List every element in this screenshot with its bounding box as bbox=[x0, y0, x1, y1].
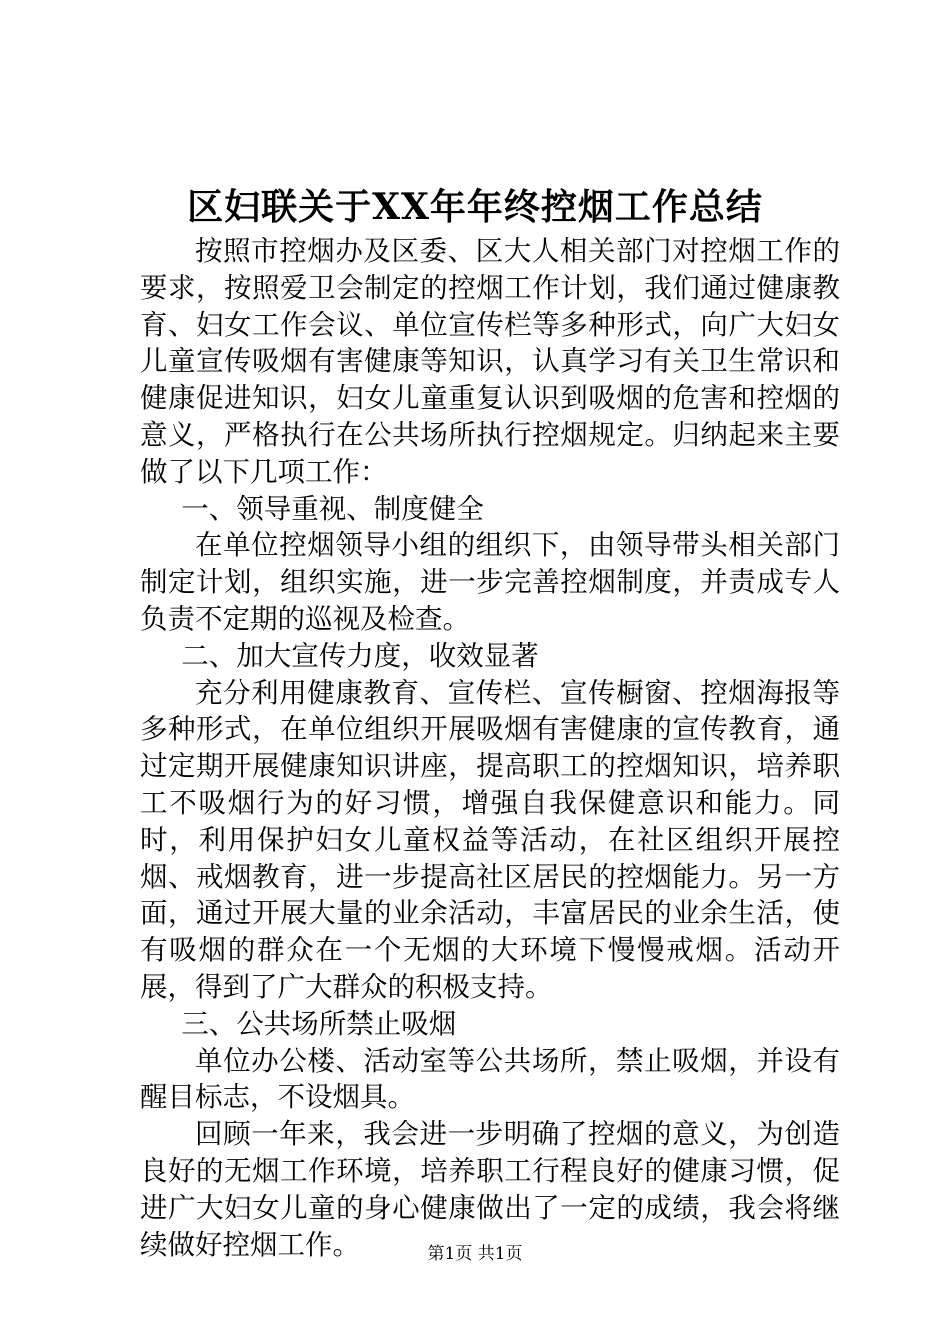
section-body-3: 单位办公楼、活动室等公共场所，禁止吸烟，并设有醒目标志，不设烟具。 bbox=[140, 1044, 840, 1114]
section-body-1: 在单位控烟领导小组的组织下，由领导带头相关部门制定计划，组织实施，进一步完善控烟制度，并责成专人负责不定期的巡视及检查。 bbox=[140, 529, 840, 635]
section-heading-1: 一、领导重视、制度健全 bbox=[181, 492, 484, 525]
section-heading-2: 二、加大宣传力度，收效显著 bbox=[181, 639, 539, 672]
section-body-2: 充分利用健康教育、宣传栏、宣传橱窗、控烟海报等多种形式，在单位组织开展吸烟有害健康的宣传教育，通过定期开展健康知识讲座，提高职工的控烟知识，培养职工不吸烟行为的好习惯，增强自我保健意识和能力。同时，利用保护妇女儿童权益等活动，在社区组织开展控烟、戒烟教育，进一步提高社区居民的控烟能力。另一方面，通过开展大量的业余活动，丰富居民的业余生活，使有吸烟的群众在一个无烟的大环境下慢慢戒烟。活动开展，得到了广大群众的积极支持。 bbox=[140, 676, 840, 1003]
conclusion-paragraph: 回顾一年来，我会进一步明确了控烟的意义，为创造良好的无烟工作环境，培养职工行程良好的健康习惯，促进广大妇女儿童的身心健康做出了一定的成绩，我会将继续做好控烟工作。 bbox=[140, 1118, 840, 1261]
page-number-footer: 第1页 共1页 bbox=[427, 1244, 523, 1264]
intro-paragraph: 按照市控烟办及区委、区大人相关部门对控烟工作的要求，按照爱卫会制定的控烟工作计划，我们通过健康教育、妇女工作会议、单位宣传栏等多种形式，向广大妇女儿童宣传吸烟有害健康等知识，认真学习有关卫生常识和健康促进知识，妇女儿童重复认识到吸烟的危害和控烟的意义，严格执行在公共场所执行控烟规定。归纳起来主要做了以下几项工作： bbox=[140, 235, 840, 488]
document-title: 区妇联关于XX年年终控烟工作总结 bbox=[187, 186, 763, 228]
document-body bbox=[140, 233, 840, 1263]
section-heading-3: 三、公共场所禁止吸烟 bbox=[181, 1007, 457, 1040]
